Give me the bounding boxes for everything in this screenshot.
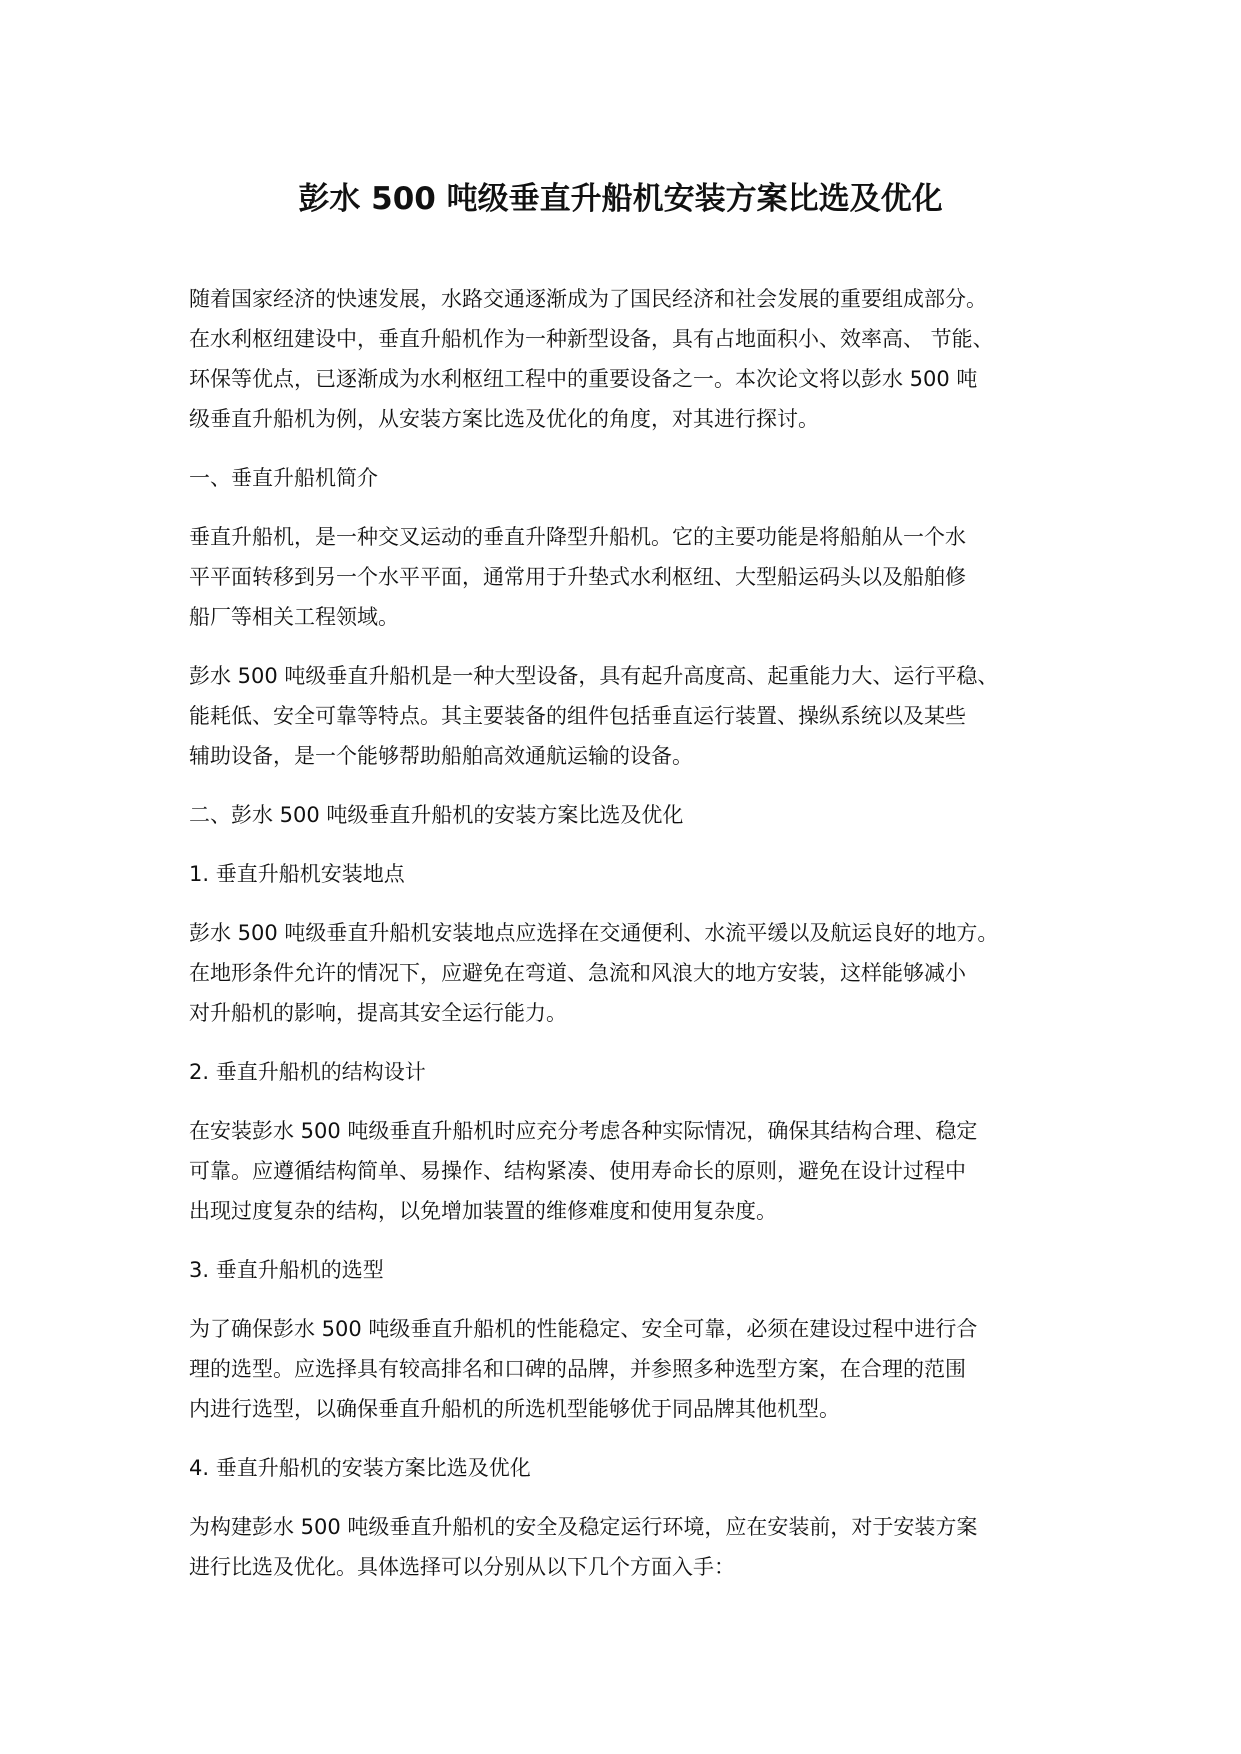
text-line: 彭水 500 吨级垂直升船机是一种大型设备，具有起升高度高、起重能力大、运行平稳、 [189,664,999,688]
text-line: 随着国家经济的快速发展，水路交通逐渐成为了国民经济和社会发展的重要组成部分。 [189,287,987,311]
text-line: 进行比选及优化。具体选择可以分别从以下几个方面入手： [189,1555,735,1579]
subsection-heading-2: 2. 垂直升船机的结构设计 [189,1060,426,1084]
text-line: 对升船机的影响，提高其安全运行能力。 [189,1001,567,1025]
text-line: 彭水 500 吨级垂直升船机安装地点应选择在交通便利、水流平缓以及航运良好的地方。 [189,921,999,945]
text-line: 在地形条件允许的情况下，应避免在弯道、急流和风浪大的地方安装，这样能够减小 [189,961,966,985]
subsection1-paragraph [189,913,1069,1033]
section1-paragraph-1 [189,517,1069,637]
text-line: 为构建彭水 500 吨级垂直升船机的安全及稳定运行环境，应在安装前，对于安装方案 [189,1515,978,1539]
section-heading-2: 二、彭水 500 吨级垂直升船机的安装方案比选及优化 [189,803,684,827]
text-line: 可靠。应遵循结构简单、易操作、结构紧凑、使用寿命长的原则，避免在设计过程中 [189,1159,966,1183]
subsection2-paragraph [189,1111,1069,1231]
text-line: 环保等优点，已逐渐成为水利枢纽工程中的重要设备之一。本次论文将以彭水 500 吨 [189,367,978,391]
text-line: 在水利枢纽建设中，垂直升船机作为一种新型设备，具有占地面积小、效率高、 节能、 [189,327,994,351]
text-line: 理的选型。应选择具有较高排名和口碑的品牌，并参照多种选型方案，在合理的范围 [189,1357,966,1381]
text-line: 垂直升船机，是一种交叉运动的垂直升降型升船机。它的主要功能是将船舶从一个水 [189,525,966,549]
subsection4-paragraph [189,1507,1069,1587]
subsection-heading-4: 4. 垂直升船机的安装方案比选及优化 [189,1456,531,1480]
document-body [189,279,1069,1587]
text-line: 级垂直升船机为例，从安装方案比选及优化的角度，对其进行探讨。 [189,407,819,431]
subsection-heading-3: 3. 垂直升船机的选型 [189,1258,384,1282]
text-line: 在安装彭水 500 吨级垂直升船机时应充分考虑各种实际情况，确保其结构合理、稳定 [189,1119,978,1143]
text-line: 船厂等相关工程领域。 [189,605,399,629]
document-title: 彭水 500 吨级垂直升船机安装方案比选及优化 [298,181,943,217]
subsection-heading-1: 1. 垂直升船机安装地点 [189,862,405,886]
text-line: 平平面转移到另一个水平平面，通常用于升垫式水利枢纽、大型船运码头以及船舶修 [189,565,966,589]
intro-paragraph [189,279,1069,439]
text-line: 辅助设备，是一个能够帮助船舶高效通航运输的设备。 [189,744,693,768]
text-line: 为了确保彭水 500 吨级垂直升船机的性能稳定、安全可靠，必须在建设过程中进行合 [189,1317,978,1341]
text-line: 出现过度复杂的结构，以免增加装置的维修难度和使用复杂度。 [189,1199,777,1223]
subsection3-paragraph [189,1309,1069,1429]
section1-paragraph-2 [189,656,1069,776]
text-line: 内进行选型，以确保垂直升船机的所选机型能够优于同品牌其他机型。 [189,1397,840,1421]
text-line: 能耗低、安全可靠等特点。其主要装备的组件包括垂直运行装置、操纵系统以及某些 [189,704,966,728]
section-heading-1: 一、垂直升船机简介 [189,466,378,490]
